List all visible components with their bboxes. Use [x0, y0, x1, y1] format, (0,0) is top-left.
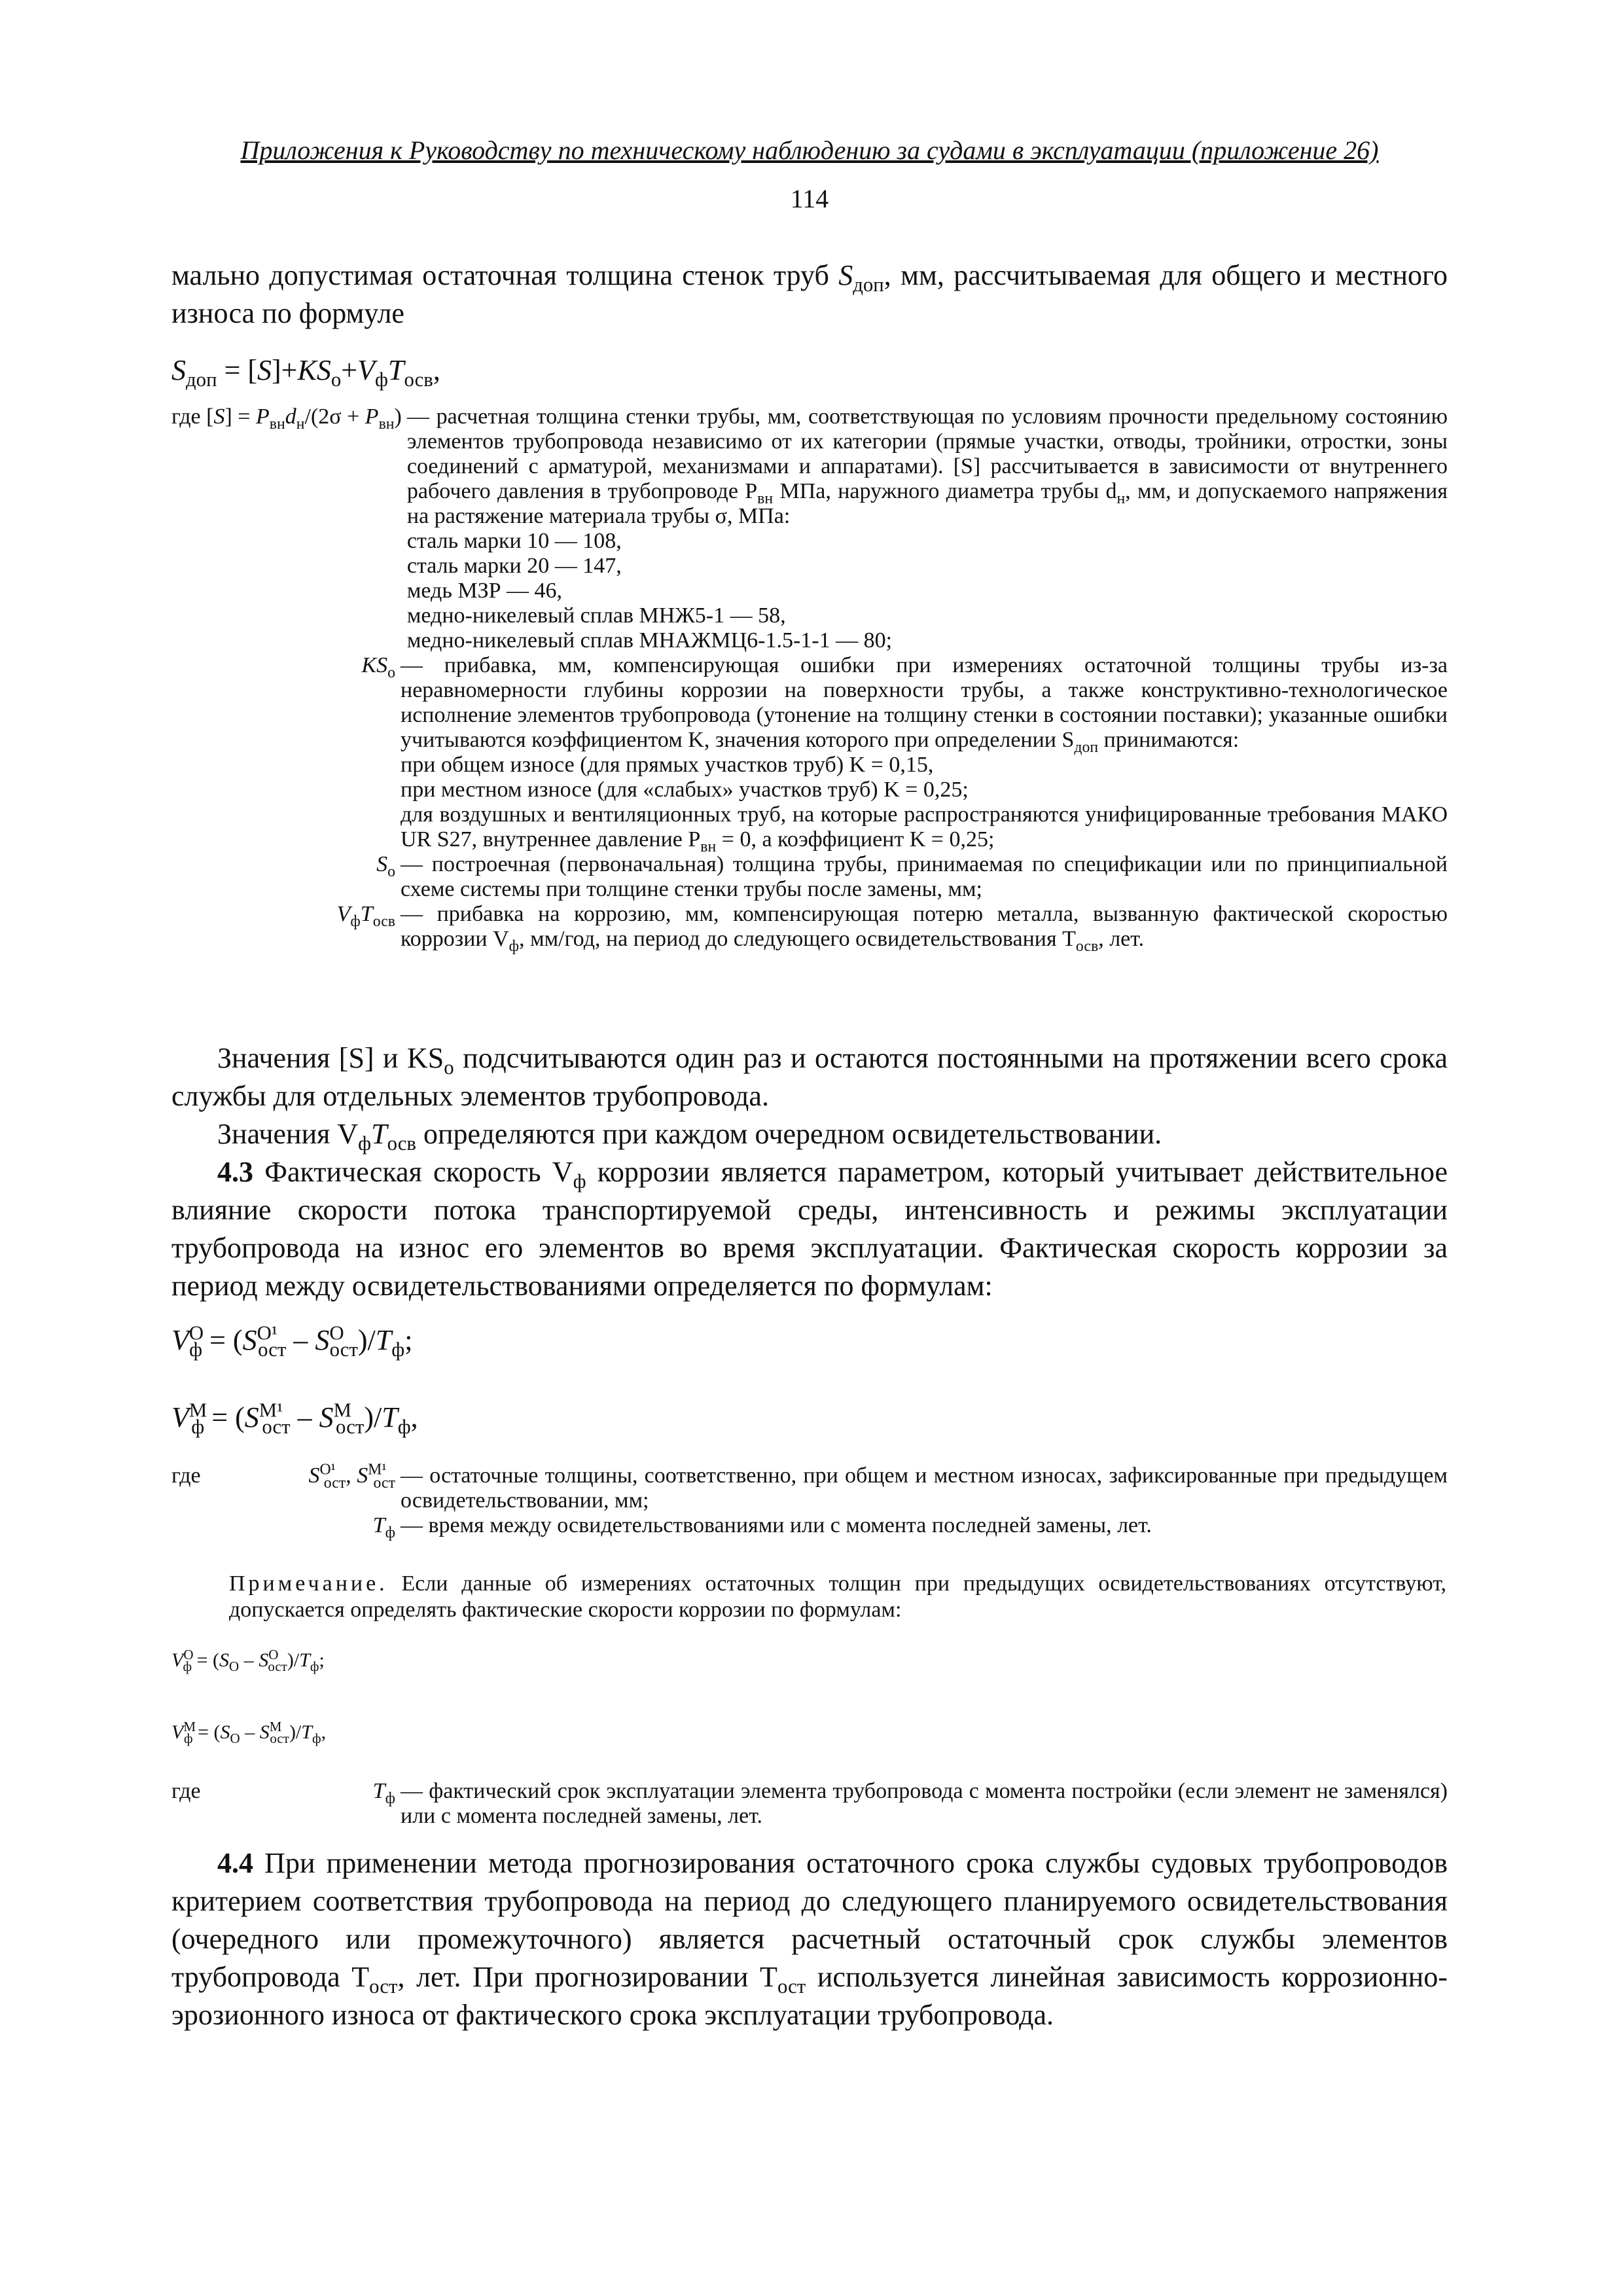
definition-vt: $V_фT_{осв}$ — прибавка на коррозию, мм, компенсирующая потерю металла, вызванную фактической скоростью коррозии $V_ф$, мм/год, на период до следующего освидетельствования $T_{осв}$, лет. [336, 902, 1448, 955]
paragraph-4-4: 4.4 При применении метода прогнозирования остаточного срока службы судовых трубопроводов критерием соответствия трубопровода на период до следующего планируемого освидетельствования (очередного или промежуточного) является расчетный остаточный срок службы элементов трубопровода $T_{ост}$, лет. При прогнозировании $T_{ост}$ используется линейная зависимость коррозионно-эрозионного износа от фактического срока эксплуатации трубопровода. [171, 1847, 1448, 2031]
note-formula-local: $V^М_ф = (S_О - S^М_{ост})/T_ф$, [171, 1719, 327, 1746]
definition-s-ost: где $S^{О^1}_{ост}$, $S^{М^1}_{ост}$ — остаточные толщины, соответственно, при общем и местном износах, зафиксированные при предыдущем освидетельствовании, мм; [171, 1461, 1448, 1513]
paragraph-4-3: 4.3 Фактическая скорость $V_ф$ коррозии является параметром, который учитывает действительное влияние скорости потока транспортируемой среды, интенсивность и режимы эксплуатации трубопровода на износ его элементов во время эксплуатации. Фактическая скорость коррозии за период между освидетельствованиями определяется по формулам: [171, 1156, 1448, 1302]
definition-s: где $[S] = P_{вн}d_н/(2\sigma + P_{вн})$ — расчетная толщина стенки трубы, мм, соответствующая по условиям прочности предельному состоянию элементов трубопровода независимо от их категории (прямые участки, отводы, тройники, отростки, зоны соединений с арматурой, механизмами и аппаратами). [S] рассчитывается в зависимости от внутреннего рабочего давления в трубопроводе $P_{вн}$ МПа, наружного диаметра трубы $d_н$, мм, и допускаемого напряжения на растяжение материала трубы σ, МПа: сталь марки 10 — 108, сталь марки 20 — 147, медь МЗР — 46, медно-никелевый сплав МНЖ5-1 — 58, медно-никелевый сплав МНАЖМЦ6-1.5-1-1 — 80; [171, 404, 1448, 653]
definition-ks: $KS_о$ — прибавка, мм, компенсирующая ошибки при измерениях остаточной толщины трубы из-за неравномерности глубины коррозии на поверхности трубы, а также конструктивно-технологическое исполнение элементов трубопровода (утонение на толщину стенки в состоянии поставки); указанные ошибки учитываются коэффициентом K, значения которого при определении $S_{доп}$ принимаются: при общем износе (для прямых участков труб) K = 0,15, при местном износе (для «слабых» участков труб) K = 0,25; для воздушных и вентиляционных труб, на которые распространяются унифицированные требования МАКО UR S27, внутреннее давление $P_{вн} = 0$, а коэффициент K = 0,25; [361, 653, 1448, 855]
paragraph-values-s: Значения [S] и $KS_о$ подсчитываются один раз и остаются постоянными на протяжении всего срока службы для отдельных элементов трубопровода. [171, 1042, 1448, 1112]
definitions-block-3 [171, 1779, 1448, 1829]
definitions-block [171, 404, 1448, 955]
paragraph-values-vt: Значения $V_фT_{осв}$ определяются при каждом очередном освидетельствовании. [217, 1118, 1162, 1155]
materials-list: сталь марки 10 — 108, сталь марки 20 — 147, медь МЗР — 46, медно-никелевый сплав МНЖ5-1 — 58, медно-никелевый сплав МНАЖМЦ6-1.5-1-1 — 80; [406, 529, 893, 653]
formula-v-local: $V^М_ф = (S^{М^1}_{ост} - S^М_{ост})/T_ф$, [171, 1399, 418, 1438]
definitions-block-2 [171, 1461, 1448, 1541]
definition-so: $S_о$ — построечная (первоначальная) толщина трубы, принимаемая по спецификации или по принципиальной схеме системы при толщине стенки трубы после замены, мм; [376, 852, 1448, 901]
note-formula-general: $V^О_ф = (S_О - S^О_{ост})/T_ф$; [171, 1647, 325, 1674]
formula-v-general: $V^О_ф = (S^{О^1}_{ост} - S^О_{ост})/T_ф$; [171, 1321, 413, 1361]
page-number: 114 [790, 184, 829, 213]
formula-s-dop: $S_{доп} = [S]+KS_о+V_фT_{осв}$, [171, 354, 440, 391]
intro-paragraph: мально допустимая остаточная толщина стенок труб $S_{доп}$, мм, рассчитываемая для общего и местного износа по формуле [171, 259, 1448, 329]
running-header: Приложения к Руководству по техническому наблюдению за судами в эксплуатации (приложение 26) [240, 135, 1379, 165]
definition-t-f-note: где $T_ф$ — фактический срок эксплуатации элемента трубопровода с момента постройки (если элемент не заменялся) или с момента последней замены, лет. [171, 1779, 1448, 1828]
definition-t-f: $T_ф$ — время между освидетельствованиями или с момента последней замены, лет. [372, 1513, 1152, 1541]
note-block: Примечание. Если данные об измерениях остаточных толщин при предыдущих освидетельствованиях отсутствуют, допускается определять фактические скорости коррозии по формулам: [229, 1571, 1446, 1622]
